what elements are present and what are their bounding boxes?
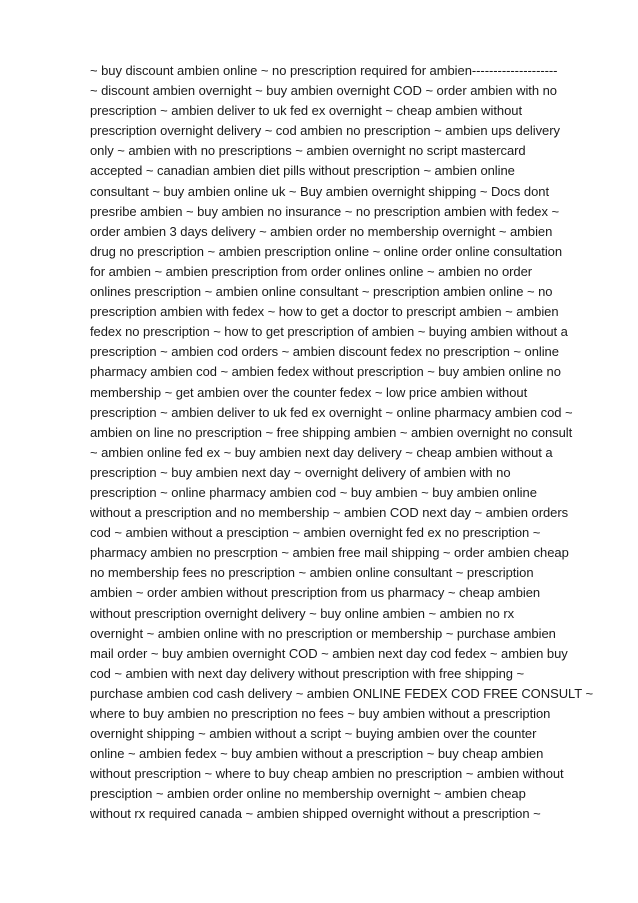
text-line: consultant ~ buy ambien online uk ~ Buy ambien overnight shipping ~ Docs dont (90, 183, 550, 199)
text-line: without rx required canada ~ ambien shipped overnight without a prescription ~ (90, 806, 541, 822)
text-line: ambien on line no prescription ~ free shipping ambien ~ ambien overnight no consult (90, 424, 573, 440)
text-line: overnight shipping ~ ambien without a script ~ buying ambien over the counter (90, 726, 537, 742)
text-line: for ambien ~ ambien prescription from order onlines online ~ ambien no order (90, 263, 533, 279)
text-line: pharmacy ambien cod ~ ambien fedex without prescription ~ buy ambien online no (90, 364, 561, 380)
text-line: presribe ambien ~ buy ambien no insurance ~ no prescription ambien with fedex ~ (90, 203, 560, 219)
text-line: fedex no prescription ~ how to get prescription of ambien ~ buying ambien without a (90, 324, 568, 340)
text-line: ~ discount ambien overnight ~ buy ambien overnight COD ~ order ambien with no (90, 83, 557, 99)
text-line: membership ~ get ambien over the counter fedex ~ low price ambien without (90, 384, 528, 400)
text-line: pharmacy ambien no prescrption ~ ambien free mail shipping ~ order ambien cheap (90, 545, 569, 561)
text-line: prescription ~ online pharmacy ambien cod ~ buy ambien ~ buy ambien online (90, 484, 537, 500)
text-line: cod ~ ambien with next day delivery without prescription with free shipping ~ (90, 665, 525, 681)
text-line: prescription ambien with fedex ~ how to get a doctor to prescript ambien ~ ambien (90, 304, 559, 320)
text-line: without prescription ~ where to buy cheap ambien no prescription ~ ambien without (90, 766, 564, 782)
text-line: order ambien 3 days delivery ~ ambien order no membership overnight ~ ambien (90, 223, 553, 239)
text-line: overnight ~ ambien online with no prescription or membership ~ purchase ambien (90, 625, 556, 641)
text-line: ~ ambien online fed ex ~ buy ambien next day delivery ~ cheap ambien without a (90, 444, 553, 460)
text-line: prescription overnight delivery ~ cod ambien no prescription ~ ambien ups delivery (90, 123, 560, 139)
text-line: prescription ~ ambien deliver to uk fed ex overnight ~ cheap ambien without (90, 103, 523, 119)
body-text (90, 61, 600, 825)
text-line: only ~ ambien with no prescriptions ~ ambien overnight no script mastercard (90, 143, 526, 159)
text-line: without prescription overnight delivery ~ buy online ambien ~ ambien no rx (90, 605, 515, 621)
text-line: where to buy ambien no prescription no fees ~ buy ambien without a prescription (90, 706, 551, 721)
text-line: ~ buy discount ambien online ~ no prescription required for ambien-------------------- (90, 63, 558, 78)
text-line: without a prescription and no membership ~ ambien COD next day ~ ambien orders (90, 505, 569, 521)
text-line: no membership fees no prescription ~ ambien online consultant ~ prescription (90, 565, 534, 581)
text-line: prescription ~ ambien deliver to uk fed ex overnight ~ online pharmacy ambien cod ~ (90, 404, 573, 420)
text-line: onlines prescription ~ ambien online consultant ~ prescription ambien online ~ no (90, 284, 553, 300)
text-line: prescription ~ buy ambien next day ~ overnight delivery of ambien with no (90, 464, 511, 480)
text-line: prescription ~ ambien cod orders ~ ambien discount fedex no prescription ~ online (90, 344, 559, 360)
text-line: drug no prescription ~ ambien prescription online ~ online order online consultation (90, 243, 563, 259)
text-line: purchase ambien cod cash delivery ~ ambien ONLINE FEDEX COD FREE CONSULT ~ (90, 685, 594, 701)
text-line: online ~ ambien fedex ~ buy ambien without a prescription ~ buy cheap ambien (90, 746, 544, 762)
text-line: presciption ~ ambien order online no membership overnight ~ ambien cheap (90, 786, 526, 802)
text-line: accepted ~ canadian ambien diet pills without prescription ~ ambien online (90, 163, 515, 179)
text-line: ambien ~ order ambien without prescription from us pharmacy ~ cheap ambien (90, 585, 541, 601)
text-line: mail order ~ buy ambien overnight COD ~ ambien next day cod fedex ~ ambien buy (90, 645, 568, 661)
text-line: cod ~ ambien without a presciption ~ ambien overnight fed ex no prescription ~ (90, 525, 541, 541)
